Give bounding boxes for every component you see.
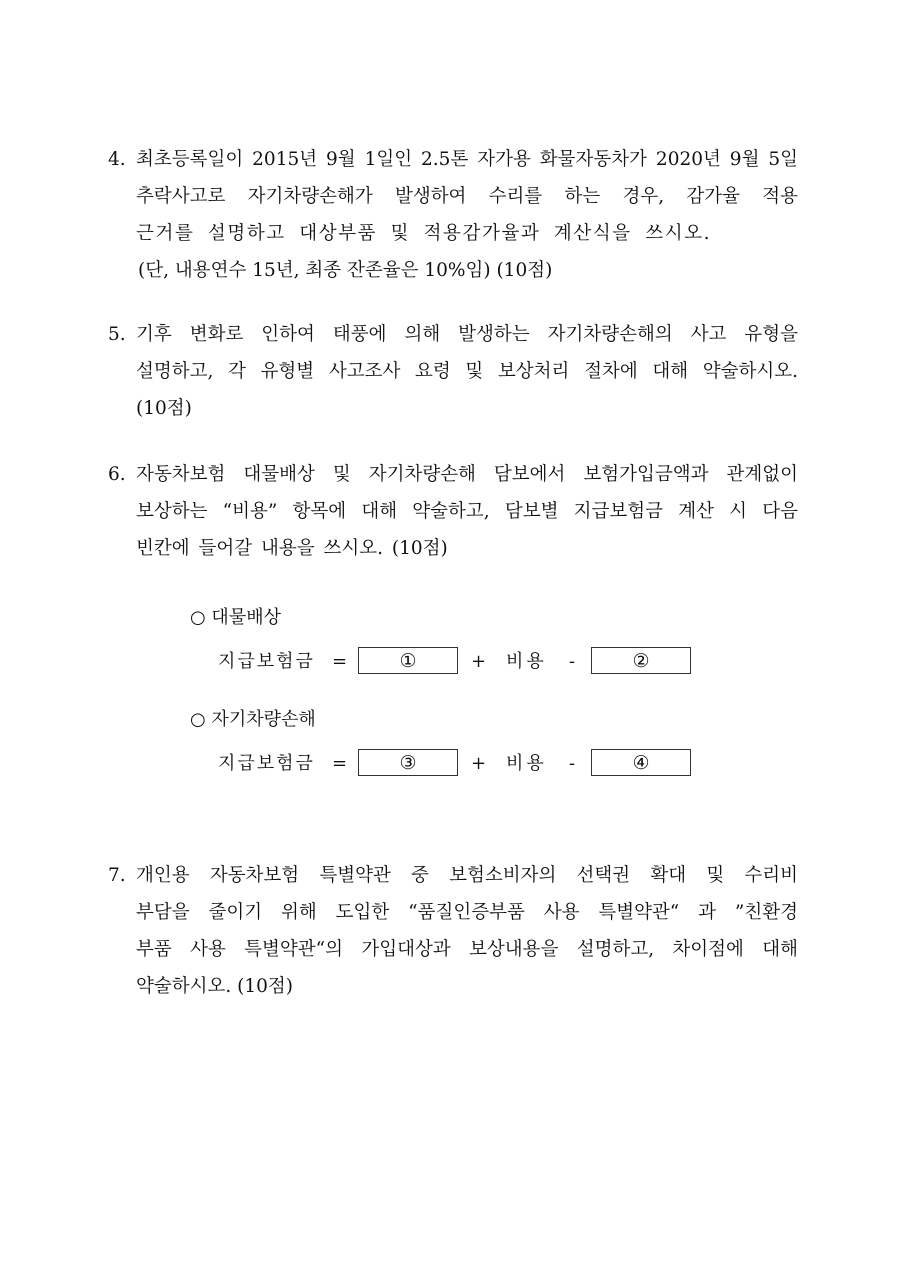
question-text-line: 추락사고로 자기차량손해가 발생하여 수리를 하는 경우, 감가율 적용 [136, 186, 798, 207]
cost-label: 비용 [506, 753, 547, 774]
formula-label: 지급보험금 [218, 651, 315, 672]
question-text-line: 자동차보험 대물배상 및 자기차량손해 담보에서 보험가입금액과 관계없이 [136, 464, 798, 485]
question-text-line: 개인용 자동차보험 특별약관 중 보험소비자의 선택권 확대 및 수리비 [136, 865, 798, 886]
question-text-line: 최초등록일이 2015년 9월 1일인 2.5톤 자가용 화물자동차가 2020년 9월 5일 [136, 149, 798, 170]
question-number: 4. [108, 149, 126, 170]
question-text-line: (10점) [136, 398, 192, 419]
section-title: ○ 대물배상 [190, 607, 281, 628]
question-note: (단, 내용연수 15년, 최종 잔존율은 10%임) (10점) [138, 260, 553, 281]
question-number: 6. [108, 464, 126, 485]
blank-box: ③ [358, 749, 458, 776]
plus-sign: + [471, 651, 487, 672]
equals-sign: = [332, 651, 348, 672]
formula-label: 지급보험금 [218, 753, 315, 774]
cost-label: 비용 [506, 651, 547, 672]
equals-sign: = [332, 753, 348, 774]
blank-box: ④ [591, 749, 691, 776]
question-text-line: 기후 변화로 인하여 태풍에 의해 발생하는 자기차량손해의 사고 유형을 [136, 324, 798, 345]
question-text-line: 약술하시오. (10점) [136, 976, 293, 997]
question-text-line: 빈칸에 들어갈 내용을 쓰시오. (10점) [136, 538, 448, 559]
question-text-line: 설명하고, 각 유형별 사고조사 요령 및 보상처리 절차에 대해 약술하시오. [136, 361, 798, 382]
minus-sign: - [569, 753, 576, 774]
minus-sign: - [569, 651, 576, 672]
question-text-line: 부품 사용 특별약관“의 가입대상과 보상내용을 설명하고, 차이점에 대해 [136, 939, 798, 960]
section-title: ○ 자기차량손해 [190, 709, 316, 730]
question-text-line: 부담을 줄이기 위해 도입한 “품질인증부품 사용 특별약관“ 과 ”친환경 [136, 902, 798, 923]
question-text-line: 근거를 설명하고 대상부품 및 적용감가율과 계산식을 쓰시오. [136, 223, 712, 244]
question-number: 7. [108, 865, 126, 886]
blank-box: ① [358, 647, 458, 674]
question-text-line: 보상하는 “비용” 항목에 대해 약술하고, 담보별 지급보험금 계산 시 다음 [136, 501, 798, 522]
question-number: 5. [108, 324, 126, 345]
blank-box: ② [591, 647, 691, 674]
plus-sign: + [471, 753, 487, 774]
